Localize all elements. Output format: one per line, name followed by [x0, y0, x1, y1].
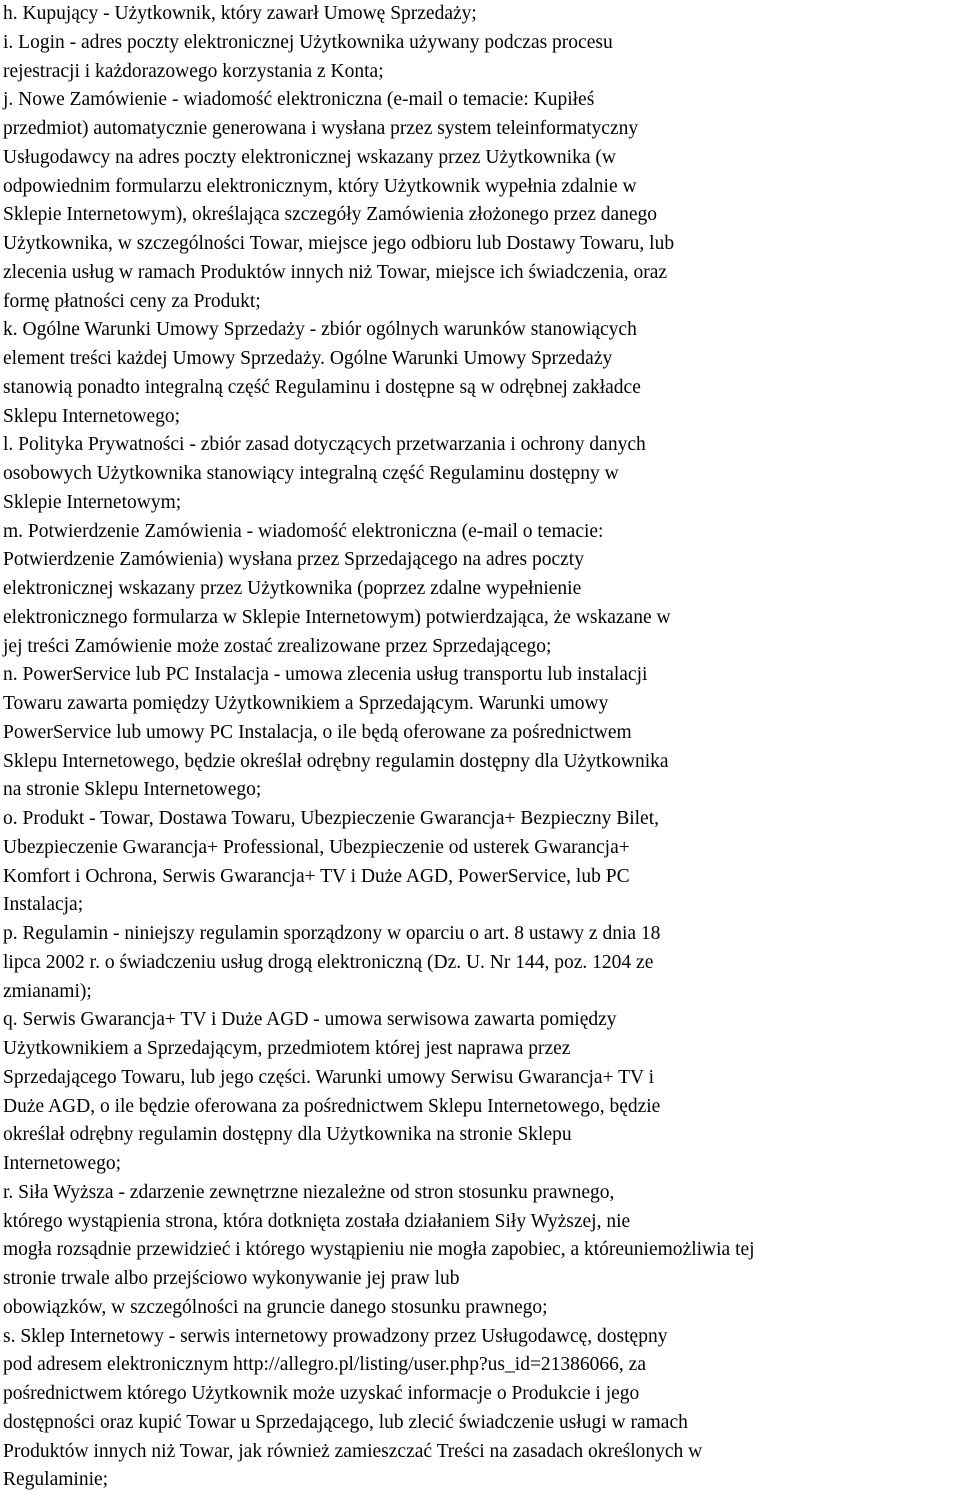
text-line: q. Serwis Gwarancja+ TV i Duże AGD - umowa serwisowa zawarta pomiędzy	[3, 1009, 617, 1031]
text-line: Użytkownika, w szczególności Towar, miejsce jego odbioru lub Dostawy Towaru, lub	[3, 233, 675, 254]
text-line: zlecenia usług w ramach Produktów innych niż Towar, miejsce ich świadczenia, oraz	[3, 261, 668, 283]
text-line: mogła rozsądnie przewidzieć i którego wystąpieniu nie mogła zapobiec, a któreuniemożliwia tej	[3, 1239, 755, 1261]
text-line: lipca 2002 r. o świadczeniu usług drogą elektroniczną (Dz. U. Nr 144, poz. 1204 ze	[3, 951, 654, 973]
text-line: Sklepie Internetowym), określająca szczegóły Zamówienia złożonego przez danego	[3, 204, 658, 226]
text-line: zmianami);	[3, 980, 92, 1002]
text-line: stanowią ponadto integralną część Regulaminu i dostępne są w odrębnej zakładce	[3, 376, 641, 398]
text-line: określał odrębny regulamin dostępny dla Użytkownika na stronie Sklepu	[3, 1124, 572, 1146]
text-line: n. PowerService lub PC Instalacja - umowa zlecenia usług transportu lub instalacji	[3, 664, 648, 686]
text-line: przedmiot) automatycznie generowana i wysłana przez system teleinformatyczny	[3, 118, 639, 139]
text-line: p. Regulamin - niniejszy regulamin sporządzony w oparciu o art. 8 ustawy z dnia 18	[3, 923, 661, 944]
text-line: jej treści Zamówienie może zostać zrealizowane przez Sprzedającego;	[3, 635, 552, 657]
text-line: Użytkownikiem a Sprzedającym, przedmiotem której jest naprawa przez	[3, 1038, 571, 1059]
text-line: i. Login - adres poczty elektronicznej Użytkownika używany podczas procesu	[3, 31, 613, 53]
text-line: Usługodawcy na adres poczty elektronicznej wskazany przez Użytkownika (w	[3, 146, 616, 168]
text-line: j. Nowe Zamówienie - wiadomość elektroniczna (e-mail o temacie: Kupiłeś	[3, 89, 595, 111]
text-line: Regulaminie;	[3, 1469, 109, 1491]
text-line: Potwierdzenie Zamówienia) wysłana przez Sprzedającego na adres poczty	[3, 549, 584, 571]
text-line: r. Siła Wyższa - zdarzenie zewnętrzne niezależne od stron stosunku prawnego,	[3, 1181, 615, 1203]
text-line: elektronicznego formularza w Sklepie Internetowym) potwierdzająca, że wskazane w	[3, 606, 671, 628]
text-line: na stronie Sklepu Internetowego;	[3, 779, 262, 801]
text-line: Towaru zawarta pomiędzy Użytkownikiem a Sprzedającym. Warunki umowy	[3, 693, 609, 714]
text-line: rejestracji i każdorazowego korzystania z Konta;	[3, 60, 384, 82]
text-line: h. Kupujący - Użytkownik, który zawarł Umowę Sprzedaży;	[3, 3, 477, 24]
text-line: obowiązków, w szczególności na gruncie danego stosunku prawnego;	[3, 1296, 548, 1318]
document-page	[3, 0, 960, 1495]
text-line: Ubezpieczenie Gwarancja+ Professional, Ubezpieczenie od usterek Gwarancja+	[3, 836, 630, 858]
text-line: Duże AGD, o ile będzie oferowana za pośrednictwem Sklepu Internetowego, będzie	[3, 1095, 661, 1117]
text-line: pośrednictwem którego Użytkownik może uzyskać informacje o Produkcie i jego	[3, 1383, 640, 1404]
text-line: l. Polityka Prywatności - zbiór zasad dotyczących przetwarzania i ochrony danych	[3, 434, 646, 456]
text-line: Instalacja;	[3, 894, 84, 916]
text-line: PowerService lub umowy PC Instalacja, o ile będą oferowane za pośrednictwem	[3, 721, 632, 743]
text-line: odpowiednim formularzu elektronicznym, który Użytkownik wypełnia zdalnie w	[3, 175, 637, 197]
text-line: o. Produkt - Towar, Dostawa Towaru, Ubezpieczenie Gwarancja+ Bezpieczny Bilet,	[3, 808, 659, 829]
text-line: pod adresem elektronicznym http://allegro.pl/listing/user.php?us_id=21386066, za	[3, 1354, 646, 1376]
text-line: stronie trwale albo przejściowo wykonywanie jej praw lub	[3, 1268, 460, 1289]
text-line: Produktów innych niż Towar, jak również zamieszczać Treści na zasadach określonych w	[3, 1440, 703, 1462]
text-line: Sprzedającego Towaru, lub jego części. Warunki umowy Serwisu Gwarancja+ TV i	[3, 1066, 655, 1088]
text-line: m. Potwierdzenie Zamówienia - wiadomość elektroniczna (e-mail o temacie:	[3, 520, 604, 542]
text-line: s. Sklep Internetowy - serwis internetowy prowadzony przez Usługodawcę, dostępny	[3, 1325, 668, 1347]
text-line: formę płatności ceny za Produkt;	[3, 290, 261, 312]
text-line: k. Ogólne Warunki Umowy Sprzedaży - zbiór ogólnych warunków stanowiących	[3, 319, 637, 341]
text-line: Komfort i Ochrona, Serwis Gwarancja+ TV i Duże AGD, PowerService, lub PC	[3, 865, 630, 887]
text-line: element treści każdej Umowy Sprzedaży. Ogólne Warunki Umowy Sprzedaży	[3, 348, 613, 369]
text-line: dostępności oraz kupić Towar u Sprzedającego, lub zlecić świadczenie usługi w ramach	[3, 1411, 688, 1433]
text-line: elektronicznej wskazany przez Użytkownika (poprzez zdalne wypełnienie	[3, 578, 582, 599]
text-line: którego wystąpienia strona, która dotknięta została działaniem Siły Wyższej, nie	[3, 1210, 631, 1232]
text-line: Sklepu Internetowego, będzie określał odrębny regulamin dostępny dla Użytkownika	[3, 750, 669, 772]
text-line: Internetowego;	[3, 1153, 122, 1174]
text-line: Sklepu Internetowego;	[3, 405, 181, 427]
text-line: osobowych Użytkownika stanowiący integralną część Regulaminu dostępny w	[3, 463, 619, 484]
text-line: Sklepie Internetowym;	[3, 491, 182, 513]
